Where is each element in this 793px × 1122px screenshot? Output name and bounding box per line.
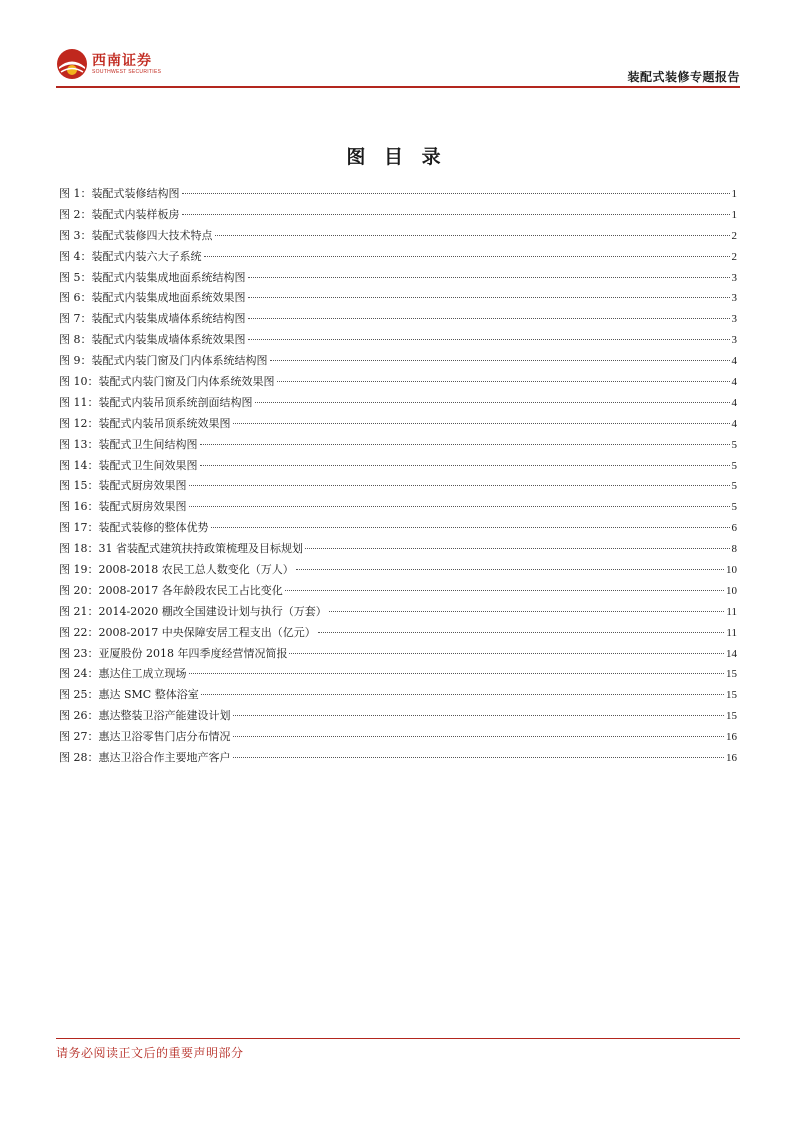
toc-entry[interactable] — [59, 456, 737, 477]
toc-dot-leader — [305, 548, 730, 549]
toc-dot-leader — [248, 277, 730, 278]
toc-entry-label: 图 19：2008-2018 农民工总人数变化（万人） — [59, 563, 294, 577]
toc-dot-leader — [233, 715, 725, 716]
toc-entry-page-number: 1 — [731, 208, 737, 221]
toc-entry-page-number: 11 — [726, 626, 737, 639]
toc-dot-leader — [318, 632, 725, 633]
toc-dot-leader — [200, 465, 730, 466]
toc-entry-page-number: 2 — [731, 229, 737, 242]
toc-dot-leader — [248, 318, 730, 319]
toc-entry-label: 图 1：装配式装修结构图 — [59, 187, 180, 200]
toc-entry-label: 图 3：装配式装修四大技术特点 — [59, 228, 213, 242]
toc-entry-page-number: 3 — [731, 292, 737, 305]
toc-entry-page-number: 5 — [731, 459, 737, 472]
toc-dot-leader — [215, 235, 730, 236]
toc-entry-page-number: 3 — [731, 334, 737, 347]
toc-entry-label: 图 20：2008-2017 各年龄段农民工占比变化 — [59, 583, 283, 597]
toc-entry-page-number: 4 — [731, 376, 737, 389]
toc-entry-page-number: 16 — [726, 731, 737, 744]
toc-entry-label: 图 5：装配式内装集成地面系统结构图 — [59, 270, 246, 284]
toc-entry-page-number: 11 — [726, 605, 737, 618]
toc-dot-leader — [285, 590, 724, 591]
company-logo — [56, 46, 161, 82]
toc-entry-page-number: 5 — [731, 480, 737, 493]
toc-dot-leader — [200, 444, 730, 445]
toc-entry-label: 图 27：惠达卫浴零售门店分布情况 — [59, 730, 231, 744]
toc-entry-page-number: 3 — [731, 313, 737, 326]
toc-dot-leader — [277, 381, 730, 382]
toc-entry[interactable] — [59, 351, 737, 372]
toc-entry-label: 图 4：装配式内装六大子系统 — [59, 249, 202, 263]
toc-entry-label: 图 6：装配式内装集成地面系统效果图 — [59, 291, 246, 305]
toc-entry-page-number: 4 — [731, 355, 737, 368]
toc-entry-page-number: 15 — [726, 710, 737, 723]
toc-entry-label: 图 14：装配式卫生间效果图 — [59, 458, 198, 472]
toc-entry-label: 图 21：2014-2020 棚改全国建设计划与执行（万套） — [59, 604, 327, 618]
toc-dot-leader — [211, 527, 730, 528]
toc-entry[interactable] — [59, 435, 737, 456]
toc-dot-leader — [204, 256, 730, 257]
page-header — [56, 40, 740, 90]
toc-entry[interactable] — [59, 664, 737, 685]
toc-entry[interactable] — [59, 644, 737, 665]
toc-entry-page-number: 5 — [731, 438, 737, 451]
toc-dot-leader — [201, 694, 724, 695]
toc-entry-label: 图 18：31 省装配式建筑扶持政策梳理及目标规划 — [59, 542, 303, 556]
toc-entry-label: 图 7：装配式内装集成墙体系统结构图 — [59, 312, 246, 326]
toc-entry[interactable] — [59, 247, 737, 268]
toc-dot-leader — [270, 360, 730, 361]
toc-entry[interactable] — [59, 539, 737, 560]
toc-dot-leader — [189, 506, 730, 507]
toc-entry-label: 图 9：装配式内装门窗及门内体系统结构图 — [59, 354, 268, 368]
footer-disclaimer-note: 请务必阅读正文后的重要声明部分 — [56, 1046, 244, 1060]
toc-dot-leader — [248, 297, 730, 298]
toc-dot-leader — [329, 611, 725, 612]
toc-entry-page-number: 10 — [726, 584, 737, 597]
toc-entry-label: 图 26：惠达整装卫浴产能建设计划 — [59, 709, 231, 723]
toc-entry[interactable] — [59, 623, 737, 644]
toc-entry[interactable] — [59, 560, 737, 581]
toc-entry[interactable] — [59, 602, 737, 623]
toc-entry-page-number: 2 — [731, 250, 737, 263]
toc-entry[interactable] — [59, 414, 737, 435]
toc-entry-page-number: 6 — [731, 522, 737, 535]
toc-entry-page-number: 16 — [726, 752, 737, 765]
toc-dot-leader — [296, 569, 724, 570]
toc-entry-page-number: 8 — [731, 543, 737, 556]
toc-entry-page-number: 15 — [726, 668, 737, 681]
toc-entry-label: 图 16：装配式厨房效果图 — [59, 500, 187, 514]
toc-entry-label: 图 8：装配式内装集成墙体系统效果图 — [59, 333, 246, 347]
toc-entry-page-number: 14 — [726, 647, 737, 660]
toc-entry[interactable] — [59, 205, 737, 226]
toc-entry-page-number: 1 — [731, 188, 737, 200]
toc-dot-leader — [255, 402, 730, 403]
toc-entry[interactable] — [59, 268, 737, 289]
toc-entry-page-number: 10 — [726, 564, 737, 577]
toc-entry[interactable] — [59, 748, 737, 769]
toc-entry-label: 图 24：惠达住工成立现场 — [59, 667, 187, 681]
toc-entry-page-number: 4 — [731, 396, 737, 409]
toc-entry[interactable] — [59, 685, 737, 706]
toc-entry[interactable] — [59, 476, 737, 497]
report-title: 装配式装修专题报告 — [627, 70, 740, 84]
toc-entry-page-number: 4 — [731, 417, 737, 430]
toc-entry-label: 图 11：装配式内装吊顶系统剖面结构图 — [59, 395, 253, 409]
toc-entry[interactable] — [59, 288, 737, 309]
logo-icon — [56, 48, 88, 80]
toc-entry[interactable] — [59, 393, 737, 414]
logo-chinese-name: 西南证券 — [92, 52, 152, 69]
toc-entry-label: 图 23：亚厦股份 2018 年四季度经营情况简报 — [59, 646, 288, 660]
toc-dot-leader — [233, 423, 730, 424]
toc-dot-leader — [182, 214, 730, 215]
toc-entry-label: 图 10：装配式内装门窗及门内体系统效果图 — [59, 375, 275, 389]
toc-dot-leader — [233, 757, 725, 758]
toc-entry-label: 图 28：惠达卫浴合作主要地产客户 — [59, 751, 231, 765]
toc-entry[interactable] — [59, 727, 737, 748]
toc-dot-leader — [248, 339, 730, 340]
toc-dot-leader — [189, 485, 730, 486]
toc-entry[interactable] — [59, 330, 737, 351]
toc-dot-leader — [189, 673, 725, 674]
toc-entry-label: 图 13：装配式卫生间结构图 — [59, 437, 198, 451]
toc-entry[interactable] — [59, 581, 737, 602]
toc-dot-leader — [233, 736, 725, 737]
toc-dot-leader — [289, 653, 724, 654]
toc-entry[interactable] — [59, 372, 737, 393]
toc-entry-label: 图 2：装配式内装样板房 — [59, 207, 180, 221]
toc-entry-label: 图 15：装配式厨房效果图 — [59, 479, 187, 493]
figure-toc-list — [59, 184, 737, 769]
toc-entry-label: 图 17：装配式装修的整体优势 — [59, 521, 209, 535]
toc-entry-page-number: 5 — [731, 501, 737, 514]
toc-entry[interactable] — [59, 518, 737, 539]
header-divider — [56, 86, 740, 88]
toc-entry-label: 图 12：装配式内装吊顶系统效果图 — [59, 416, 231, 430]
toc-entry-label: 图 25：惠达 SMC 整体浴室 — [59, 688, 199, 702]
toc-entry[interactable] — [59, 706, 737, 727]
toc-dot-leader — [182, 193, 730, 194]
toc-heading: 图 目 录 — [346, 146, 447, 168]
toc-entry-page-number: 3 — [731, 271, 737, 284]
toc-entry-page-number: 15 — [726, 689, 737, 702]
toc-entry[interactable] — [59, 309, 737, 330]
toc-entry-label: 图 22：2008-2017 中央保障安居工程支出（亿元） — [59, 625, 316, 639]
logo-english-name: SOUTHWEST SECURITIES — [92, 68, 162, 75]
toc-entry[interactable] — [59, 226, 737, 247]
footer-divider — [56, 1038, 740, 1039]
toc-entry[interactable] — [59, 184, 737, 205]
toc-entry[interactable] — [59, 497, 737, 518]
